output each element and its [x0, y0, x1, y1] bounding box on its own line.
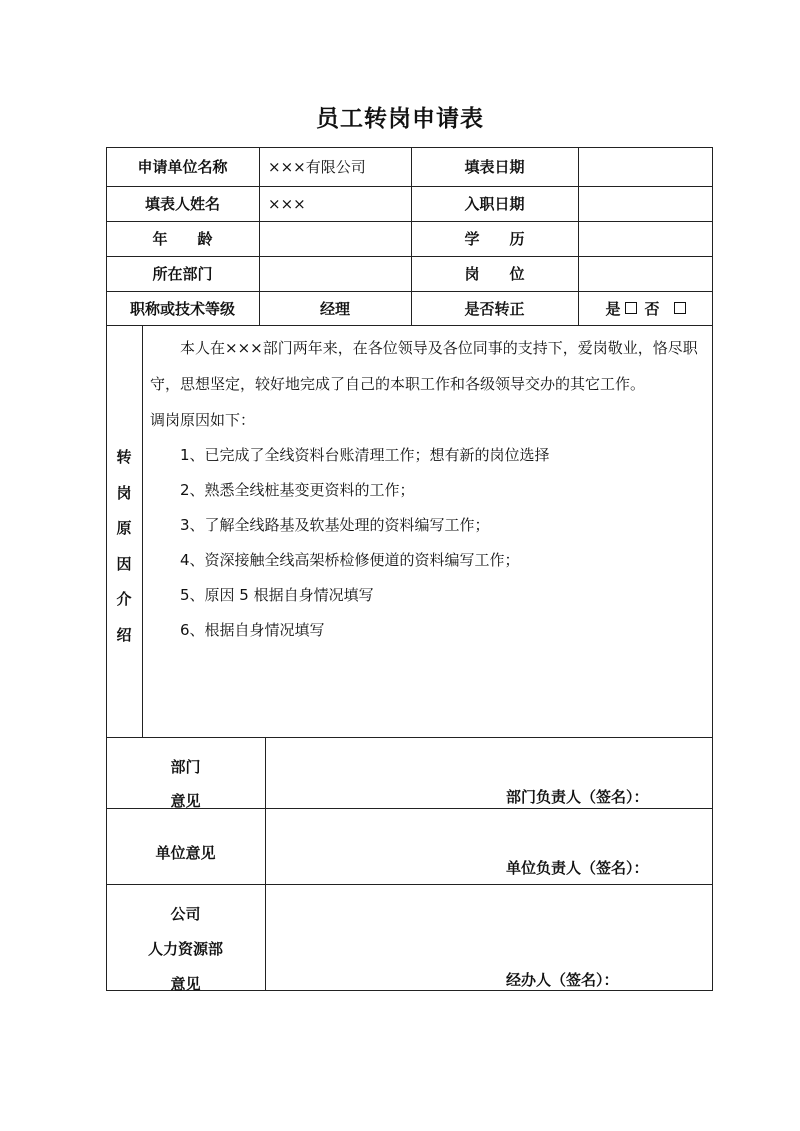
unit-name-label: 申请单位名称 [137, 158, 228, 176]
job-title-value[interactable]: 经理 [319, 299, 350, 318]
reason-item: 2、熟悉全线桩基变更资料的工作； [180, 481, 415, 499]
unit-opinion-label [106, 842, 265, 863]
reason-item: 6、根据自身情况填写 [180, 621, 325, 639]
no-checkbox[interactable] [674, 302, 686, 314]
hr-opinion-label-line: 意见 [170, 975, 201, 993]
regularized-label: 是否转正 [464, 299, 525, 318]
age-value[interactable] [259, 221, 411, 256]
handler-signature[interactable]: 经办人（签名）： [506, 971, 619, 989]
row-divider [106, 737, 713, 738]
post-label [411, 256, 578, 291]
fill-date-value[interactable] [578, 147, 713, 186]
yes-checkbox[interactable] [625, 302, 637, 314]
reason-label-char: 转 [116, 448, 132, 466]
department-label: 所在部门 [152, 265, 213, 283]
col-divider [142, 325, 143, 737]
age-label-char: 龄 [197, 230, 213, 248]
reason-label-char: 介 [116, 590, 132, 608]
education-label-char: 历 [509, 230, 525, 248]
no-label: 否 [644, 299, 660, 318]
education-label-char: 学 [464, 230, 480, 248]
dept-head-signature[interactable]: 部门负责人（签名）： [506, 788, 649, 806]
reason-lead: 调岗原因如下： [150, 411, 256, 429]
reason-label-char: 绍 [116, 625, 132, 644]
reason-label-char: 因 [116, 554, 132, 573]
filler-name-value[interactable]: ××× [268, 194, 306, 213]
hr-opinion-label-line: 公司 [170, 905, 201, 923]
reason-label-char: 原 [116, 519, 132, 537]
row-divider [106, 884, 713, 885]
reason-item: 5、原因 5 根据自身情况填写 [180, 586, 374, 604]
job-title-label: 职称或技术等级 [129, 299, 235, 318]
entry-date-label: 入职日期 [464, 195, 525, 213]
reason-item: 3、了解全线路基及软基处理的资料编写工作； [180, 516, 490, 534]
reason-item: 1、已完成了全线资料台账清理工作；想有新的岗位选择 [180, 446, 550, 464]
post-label-char: 岗 [464, 265, 480, 283]
reason-label [106, 440, 142, 653]
filler-name-label: 填表人姓名 [144, 195, 220, 213]
yes-label: 是 [605, 299, 621, 318]
education-value[interactable] [578, 221, 713, 256]
row-divider [106, 325, 713, 326]
age-label [106, 221, 259, 256]
dept-opinion-label [106, 750, 265, 818]
hr-opinion-label [106, 897, 265, 1002]
fill-date-label: 填表日期 [464, 158, 525, 176]
reason-intro: 本人在×××部门两年来，在各位领导及各位同事的支持下，爱岗敬业，恪尽职守，思想坚定，较好地完成了自己的本职工作和各级领导交办的其它工作。 [150, 339, 698, 393]
reason-item: 4、资深接触全线高架桥检修便道的资料编写工作； [180, 551, 520, 569]
regularized-options [578, 291, 713, 325]
unit-name-value[interactable]: ×××有限公司 [268, 158, 366, 176]
reason-label-char: 岗 [116, 483, 132, 502]
dept-opinion-label-line: 意见 [170, 792, 201, 810]
entry-date-value[interactable] [578, 186, 713, 221]
education-label [411, 221, 578, 256]
unit-head-signature[interactable]: 单位负责人（签名）： [506, 859, 649, 877]
age-label-char: 年 [152, 230, 168, 248]
form-title: 员工转岗申请表 [316, 106, 484, 132]
department-value[interactable] [259, 256, 411, 291]
unit-opinion-label-line: 单位意见 [155, 844, 216, 862]
post-label-char: 位 [509, 265, 525, 283]
hr-opinion-label-line: 人力资源部 [147, 940, 223, 958]
dept-opinion-label-line: 部门 [170, 758, 201, 776]
col-divider [265, 737, 266, 991]
post-value[interactable] [578, 256, 713, 291]
